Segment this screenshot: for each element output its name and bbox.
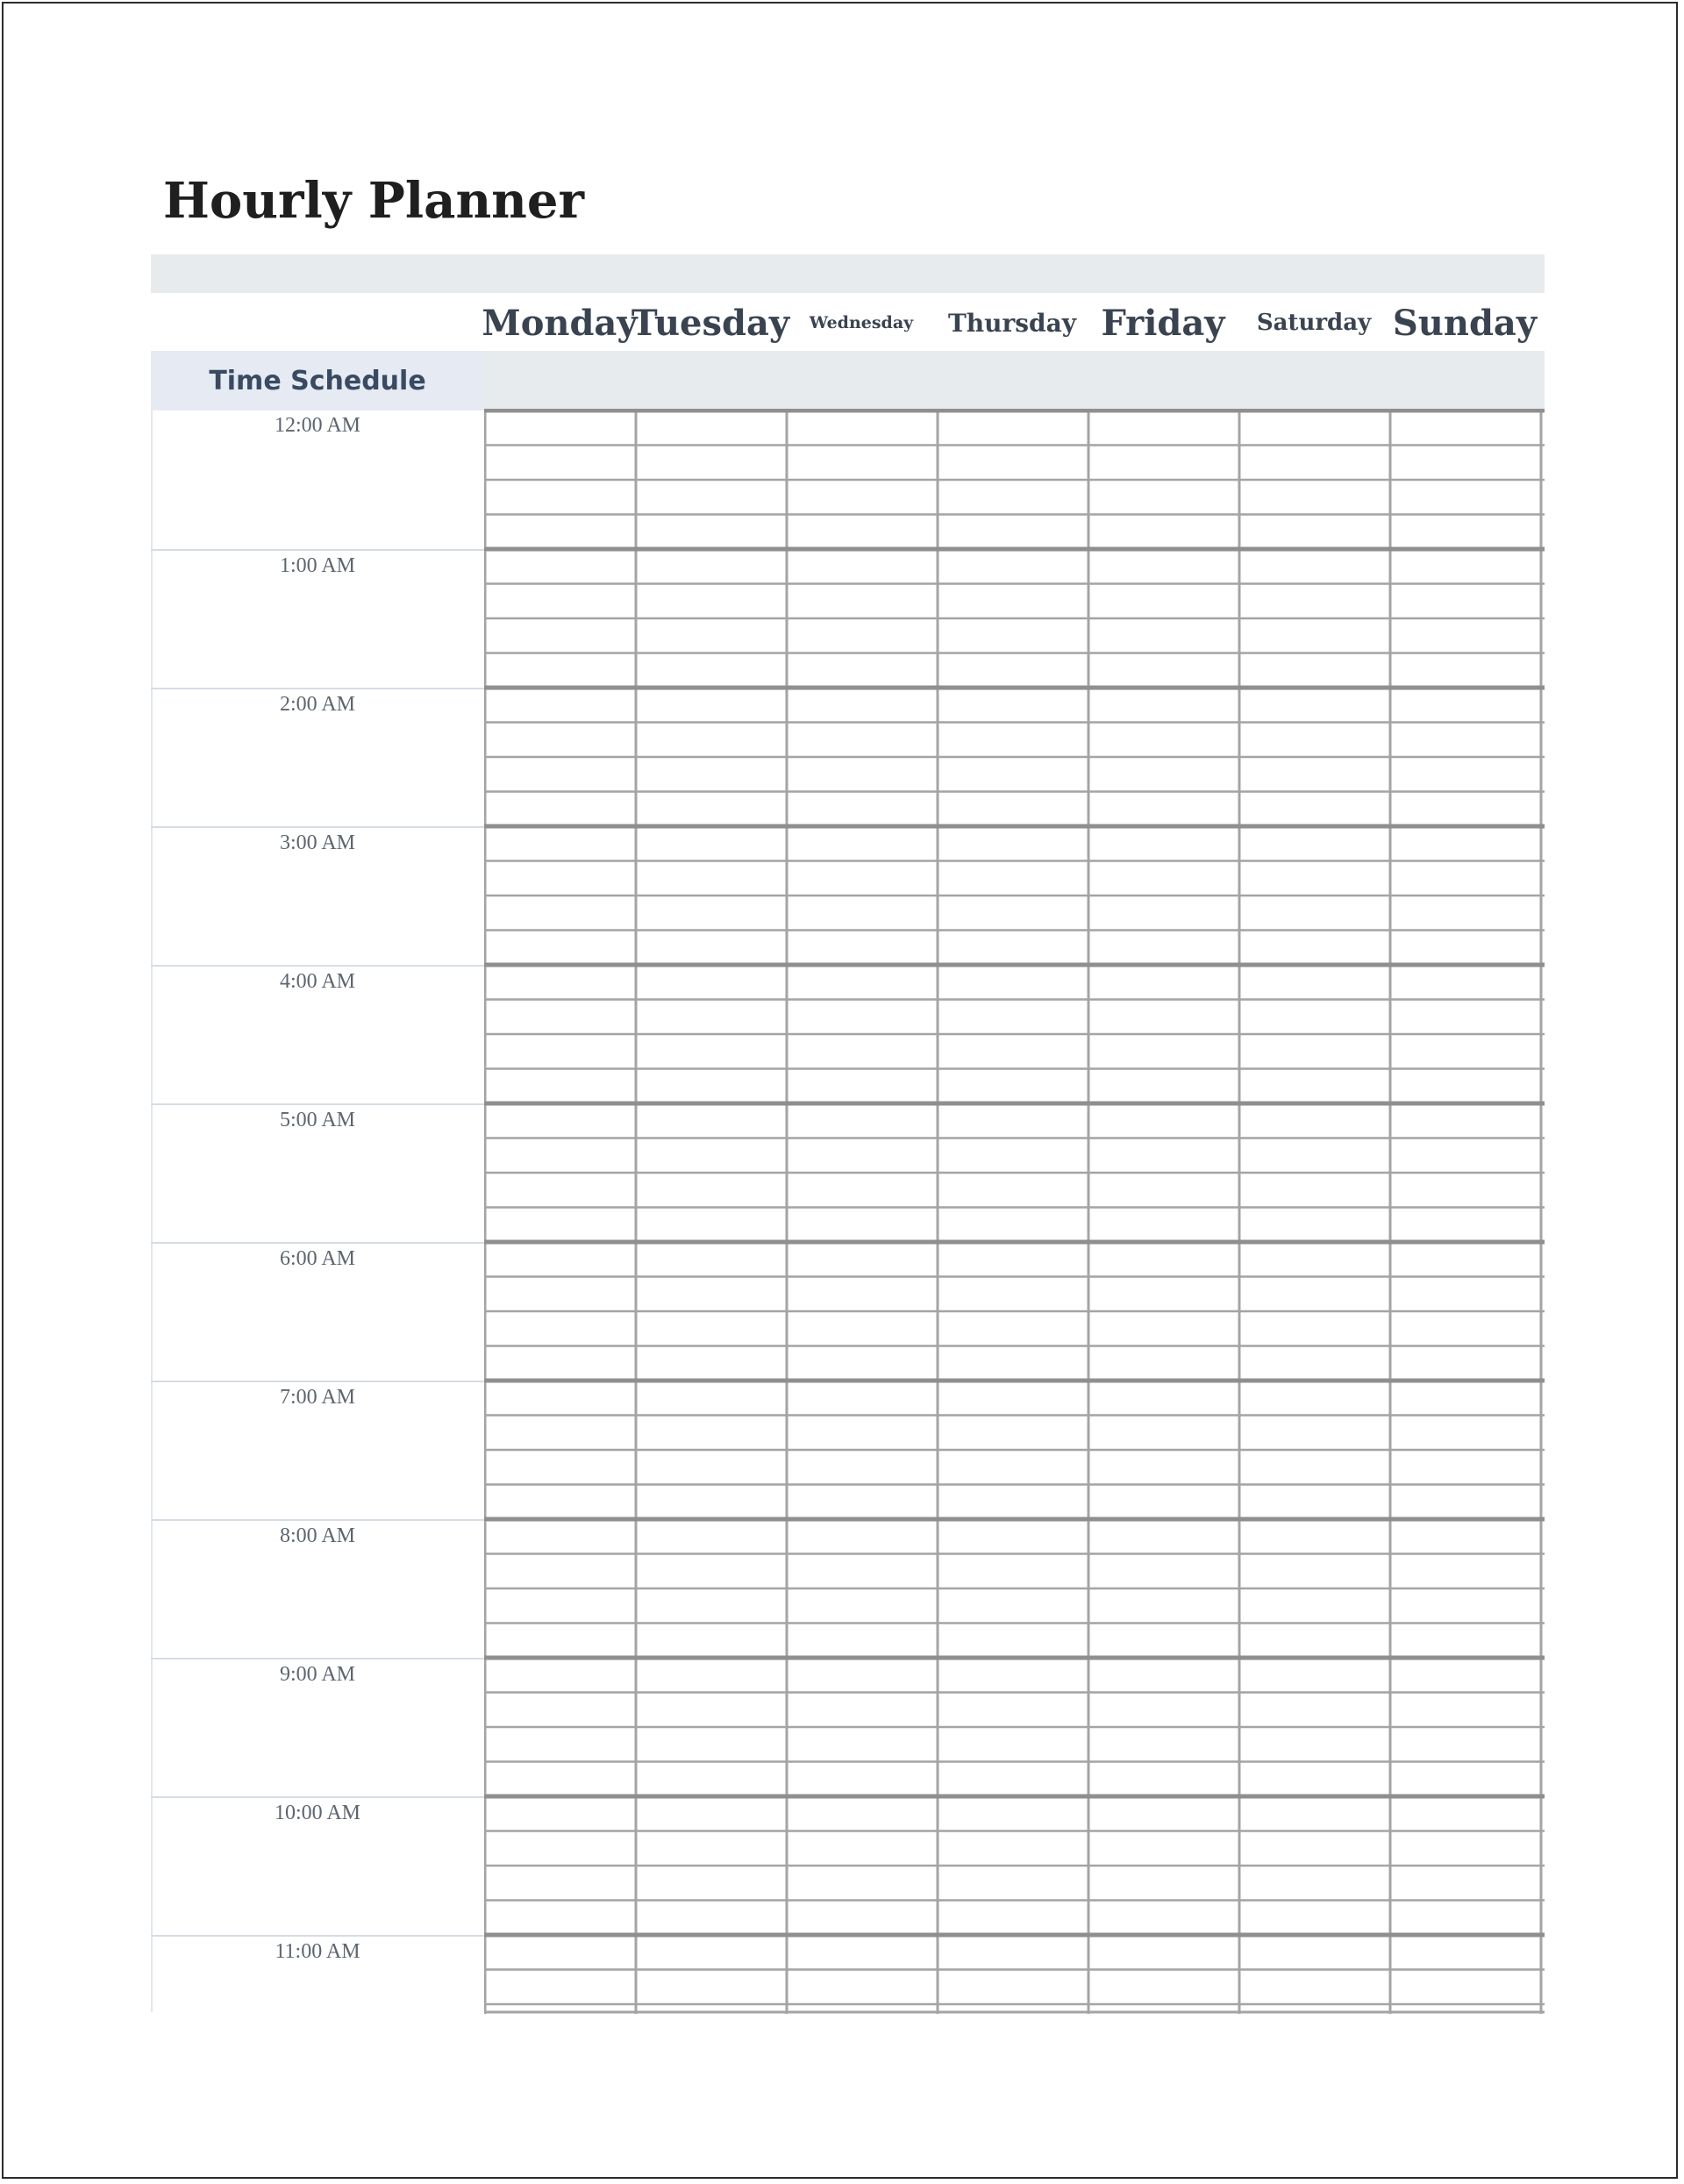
day-header-tuesday: Tuesday: [631, 302, 790, 344]
time-label: 2:00 AM: [151, 688, 484, 826]
day-header-friday: Friday: [1101, 302, 1225, 344]
time-label: 11:00 AM: [151, 1935, 484, 2073]
time-label: 6:00 AM: [151, 1242, 484, 1381]
day-header-saturday: Saturday: [1256, 310, 1372, 336]
time-label: 3:00 AM: [151, 826, 484, 965]
time-label: 5:00 AM: [151, 1103, 484, 1242]
header-band: [151, 254, 1545, 293]
time-schedule-header: Time Schedule: [151, 351, 484, 410]
time-label: 8:00 AM: [151, 1519, 484, 1658]
day-header-monday: Monday: [482, 302, 638, 344]
schedule-grid-lines: [484, 409, 1545, 2014]
day-header-sunday: Sunday: [1392, 302, 1538, 344]
time-label: 12:00 AM: [274, 414, 360, 437]
time-label: 4:00 AM: [151, 965, 484, 1103]
time-label: 7:00 AM: [151, 1381, 484, 1519]
day-header-thursday: Thursday: [947, 308, 1077, 338]
time-label: 10:00 AM: [151, 1796, 484, 1935]
time-column: [151, 410, 484, 2073]
day-header-wednesday: Wednesday: [809, 313, 914, 332]
schedule-grid[interactable]: [484, 409, 1545, 2014]
day-header-row: [484, 296, 1545, 349]
time-label: 9:00 AM: [151, 1658, 484, 1796]
time-label: 1:00 AM: [151, 549, 484, 688]
day-columns-header-band: [484, 351, 1545, 409]
page-title: Hourly Planner: [163, 172, 585, 230]
